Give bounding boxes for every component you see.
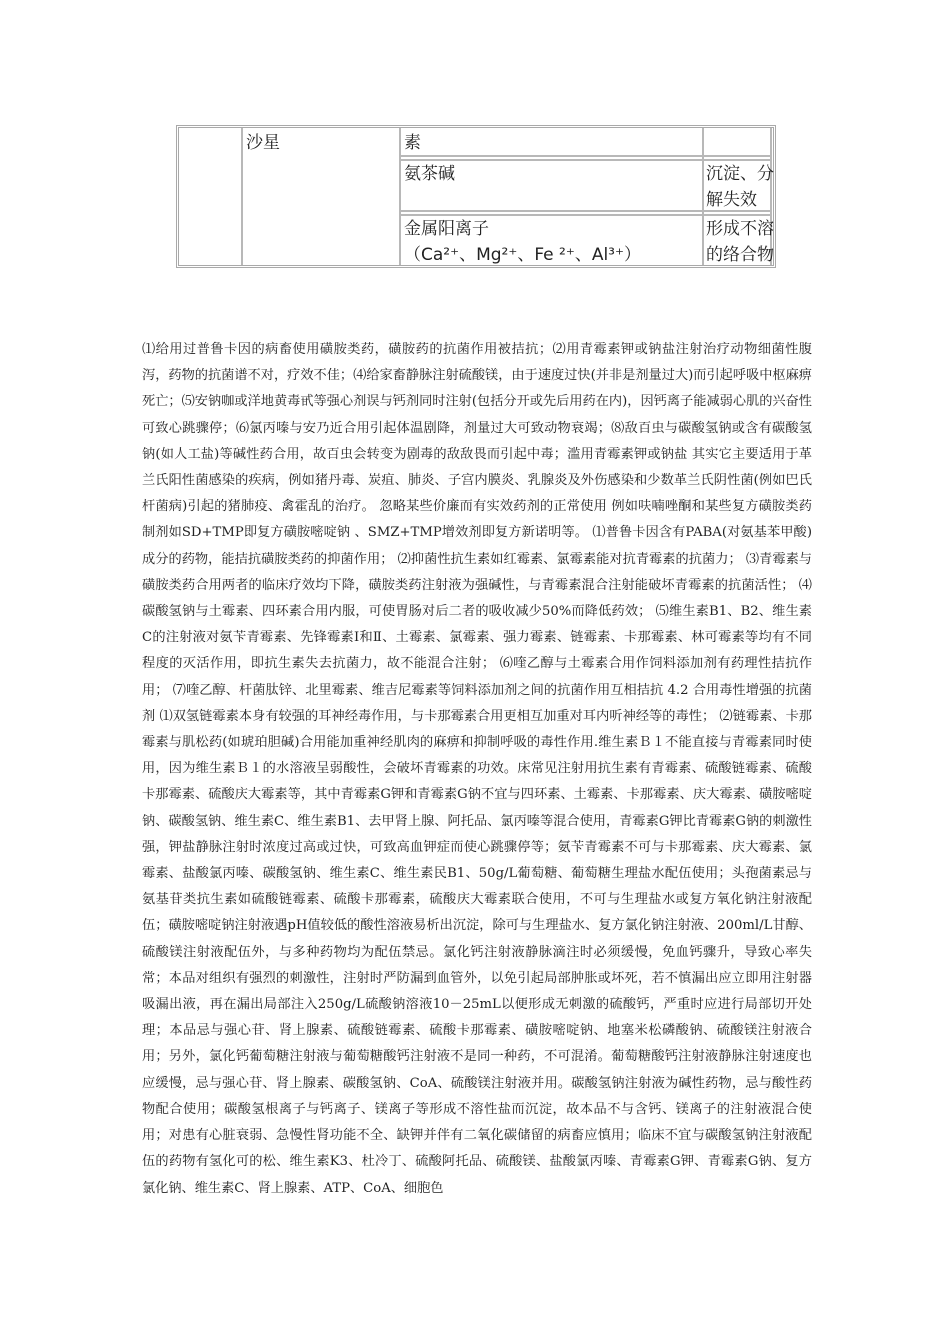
body-paragraph: ⑴给用过普鲁卡因的病畜使用磺胺类药，磺胺药的抗菌作用被拮抗；⑵用青霉素钾或钠盐注射治疗动物细菌性腹泻，药物的抗菌谱不对，疗效不佳；⑷给家畜静脉注射硫酸镁，由于速度过快(并非是剂量过大)而引起呼吸中枢麻痹死亡；⑸安钠咖或洋地黄毒甙等强心剂误与钙剂同时注射(包括分开或先后用药在内)，因钙离子能减弱心肌的兴奋性可致心跳骤停；⑹氯丙嗪与安乃近合用引起体温剧降，剂量过大可致动物衰竭；⑻敌百虫与碳酸氢钠或含有碳酸氢钠(如人工盐)等碱性药合用，故百虫会转变为剧毒的敌敌畏而引起中毒；滥用青霉素钾或钠盐 其实它主要适用于革兰氏阳性菌感染的疾病，例如猪丹毒、炭疽、肺炎、子宫内膜炎、乳腺炎及外伤感染和少数革兰氏阴性菌(例如巴氏杆菌病)引起的猪肺疫、禽霍乱的治疗。 忽略某些价廉而有实效药剂的正常使用 例如呋喃唑酮和某些复方磺胺类药制剂如SD+TMP即复方磺胺嘧啶钠 、SMZ+TMP增效剂即复方新诺明等。 ⑴普鲁卡因含有PABA(对氨基苯甲酸)成分的药物，能拮抗磺胺类药的抑菌作用； ⑵抑菌性抗生素如红霉素、氯霉素能对抗青霉素的抗菌力； ⑶青霉素与磺胺类药合用两者的临床疗效均下降，磺胺类药注射液为强碱性，与青霉素混合注射能破坏青霉素的抗菌活性； ⑷碳酸氢钠与土霉素、四环素合用内服，可使胃肠对后二者的吸收减少50%而降低药效； ⑸维生素B1、B2、维生素C的注射液对氨苄青霉素、先锋霉素Ⅰ和Ⅱ、土霉素、氯霉素、强力霉素、链霉素、卡那霉素、林可霉素等均有不同程度的灭活作用，即抗生素失去抗菌力，故不能混合注射； ⑹喹乙醇与土霉素合用作饲料添加剂有药理性拮抗作用； ⑺喹乙醇、杆菌肽锌、北里霉素、维吉尼霉素等饲料添加剂之间的抗菌作用互相拮抗 4.2 合用毒性增强的抗菌剂 ⑴双氢链霉素本身有较强的耳神经毒作用，与卡那霉素合用更相互加重对耳内听神经等的毒性； ⑵链霉素、卡那霉素与肌松药(如琥珀胆碱)合用能加重神经肌肉的麻痹和抑制呼吸的毒性作用.维生素Ｂ１不能直接与青霉素同时使用，因为维生素Ｂ１的水溶液呈弱酸性，会破坏青霉素的功效。床常见注射用抗生素有青霉素、硫酸链霉素、硫酸卡那霉素、硫酸庆大霉素等，其中青霉素G钾和青霉素G钠不宜与四环素、土霉素、卡那霉素、庆大霉素、磺胺嘧啶钠、碳酸氢钠、维生素C、维生素B1、去甲肾上腺、阿托品、氯丙嗪等混合使用，青霉素G钾比青霉素G钠的刺激性强，钾盐静脉注射时浓度过高或过快，可致高血钾症而使心跳骤停等；氨苄青霉素不可与卡那霉素、庆大霉素、氯霉素、盐酸氯丙嗪、碳酸氢钠、维生素C、维生素民B1、50g/L葡萄糖、葡萄糖生理盐水配伍使用；头孢菌素忌与氨基苷类抗生素如硫酸链霉素、硫酸卡那霉素，硫酸庆大霉素联合使用，不可与生理盐水或复方氧化钠注射液配伍；磺胺嘧啶钠注射液遇pH值较低的酸性溶液易析出沉淀，除可与生理盐水、复方氯化钠注射液、200ml/L甘醇、硫酸镁注射液配伍外，与多种药物均为配伍禁忌。氯化钙注射液静脉滴注时必须缓慢，免血钙骤升，导致心率失常；本品对组织有强烈的刺激性，注射时严防漏到血管外，以免引起局部肿胀或坏死，若不慎漏出应立即用注射器吸漏出液，再在漏出局部注入250g/L硫酸钠溶液10－25mL以便形成无刺激的硫酸钙，严重时应进行局部切开处理；本品忌与强心苷、肾上腺素、硫酸链霉素、硫酸卡那霉素、磺胺嘧啶钠、地塞米松磷酸钠、硫酸镁注射液合用；另外，氯化钙葡萄糖注射液与葡萄糖酸钙注射液不是同一种药，不可混淆。葡萄糖酸钙注射液静脉注射速度也应缓慢，忌与强心苷、肾上腺素、碳酸氢钠、CoA、硫酸镁注射液并用。碳酸氢钠注射液为碱性药物，忌与酸性药物配合使用；碳酸氢根离子与钙离子、镁离子等形成不溶性盐而沉淀，故本品不与含钙、镁离子的注射液混合使用；对患有心脏衰弱、急慢性肾功能不全、缺钾并伴有二氧化碳储留的病畜应慎用；临床不宜与碳酸氢钠注射液配伍的药物有氢化可的松、维生素K3、杜冷丁、硫酸阿托品、硫酸镁、盐酸氯丙嗪、青霉素G钾、青霉素G钠、复方氯化钠、维生素C、肾上腺素、ATP、CoA、细胞色 [142, 342, 812, 1196]
table-divider [241, 128, 243, 265]
table-cell-agent-line: （Ca²⁺、Mg²⁺、Fe ²⁺、Al³⁺） [404, 245, 641, 265]
table-cell-result: 形成不溶的络合物 [706, 219, 774, 265]
table-cell-agent [404, 216, 704, 268]
incompatibility-table [176, 125, 776, 268]
table-cell-drug: 沙星 [246, 133, 280, 153]
table-cell-agent: 素 [404, 133, 421, 153]
table-cell-result: 沉淀、分解失效 [706, 164, 774, 210]
table-divider [399, 128, 401, 265]
table-cell-agent: 氨茶碱 [404, 164, 455, 184]
table-cell-agent-line: 金属阳离子 [404, 219, 489, 239]
